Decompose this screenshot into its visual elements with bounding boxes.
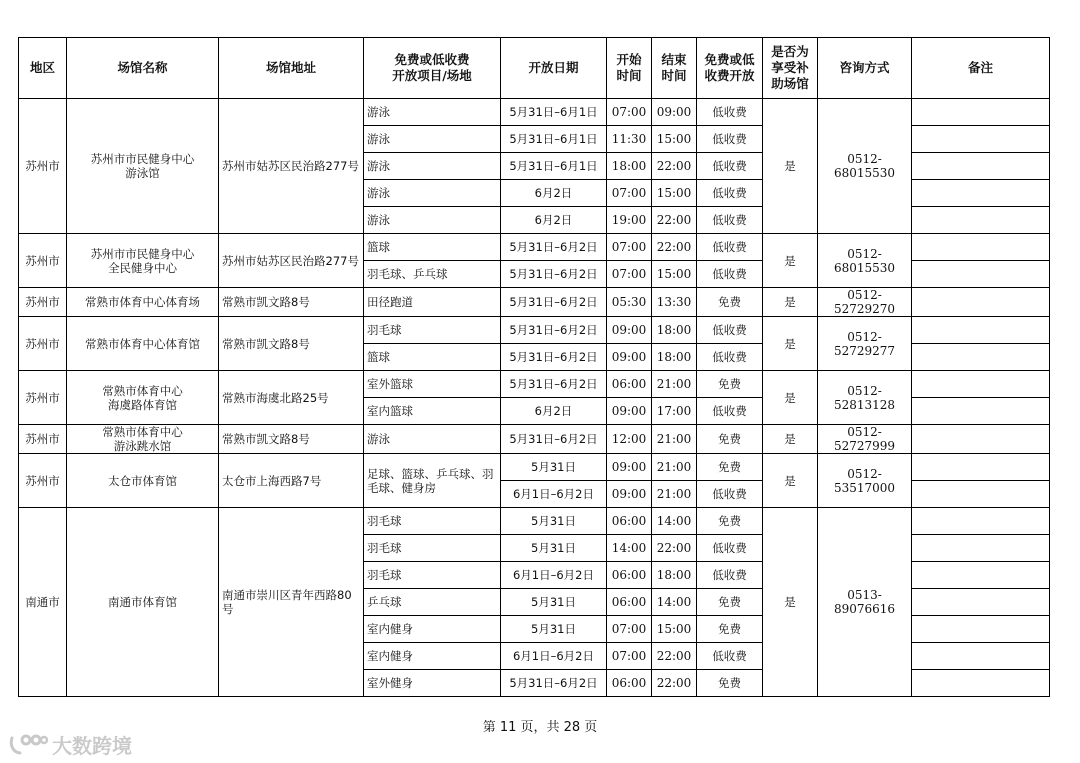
start-time-cell: 09:00: [607, 398, 652, 425]
open-item-cell: 游泳: [364, 99, 501, 126]
open-item-cell: 足球、篮球、乒乓球、羽毛球、健身房: [364, 454, 501, 508]
remarks-cell: [912, 99, 1050, 126]
contact-cell: 0513-89076616: [818, 508, 912, 697]
open-date-cell: 5月31日–6月2日: [501, 288, 607, 317]
end-time-cell: 18:00: [652, 344, 697, 371]
contact-cell: 0512-52729277: [818, 317, 912, 371]
table-row: [19, 371, 1050, 398]
region-cell: 南通市: [19, 508, 67, 697]
subsidized-cell: 是: [763, 371, 818, 425]
subsidized-cell: 是: [763, 454, 818, 508]
end-time-cell: 22:00: [652, 234, 697, 261]
fee-type-cell: 免费: [697, 670, 763, 697]
contact-cell: 0512-53517000: [818, 454, 912, 508]
contact-cell: 0512-68015530: [818, 234, 912, 288]
contact-cell: 0512-52727999: [818, 425, 912, 454]
remarks-cell: [912, 508, 1050, 535]
open-date-cell: 5月31日: [501, 616, 607, 643]
end-time-cell: 13:30: [652, 288, 697, 317]
end-time-cell: 09:00: [652, 99, 697, 126]
end-time-cell: 14:00: [652, 589, 697, 616]
end-time-cell: 21:00: [652, 454, 697, 481]
venue-name-cell: 常熟市体育中心体育馆: [67, 317, 219, 371]
end-time-cell: 15:00: [652, 126, 697, 153]
remarks-cell: [912, 481, 1050, 508]
open-item-cell: 篮球: [364, 234, 501, 261]
fee-type-cell: 免费: [697, 616, 763, 643]
fee-type-cell: 低收费: [697, 398, 763, 425]
fee-type-cell: 低收费: [697, 234, 763, 261]
start-time-cell: 09:00: [607, 344, 652, 371]
open-date-cell: 6月1日–6月2日: [501, 481, 607, 508]
subsidized-cell: 是: [763, 99, 818, 234]
end-time-cell: 14:00: [652, 508, 697, 535]
contact-cell: 0512-52813128: [818, 371, 912, 425]
open-date-cell: 5月31日: [501, 454, 607, 481]
venue-address-cell: 常熟市凯文路8号: [219, 317, 364, 371]
subsidized-cell: 是: [763, 508, 818, 697]
open-date-cell: 5月31日: [501, 589, 607, 616]
open-item-cell: 篮球: [364, 344, 501, 371]
open-item-cell: 乒乓球: [364, 589, 501, 616]
open-date-cell: 5月31日–6月2日: [501, 371, 607, 398]
fee-type-cell: 低收费: [697, 180, 763, 207]
start-time-cell: 06:00: [607, 508, 652, 535]
venue-address-cell: 苏州市姑苏区民治路277号: [219, 234, 364, 288]
open-date-cell: 5月31日–6月1日: [501, 153, 607, 180]
open-date-cell: 6月1日–6月2日: [501, 562, 607, 589]
column-header: 开放日期: [501, 38, 607, 99]
remarks-cell: [912, 317, 1050, 344]
remarks-cell: [912, 643, 1050, 670]
remarks-cell: [912, 126, 1050, 153]
remarks-cell: [912, 180, 1050, 207]
open-item-cell: 游泳: [364, 425, 501, 454]
fee-type-cell: 免费: [697, 288, 763, 317]
venue-address-cell: 常熟市凯文路8号: [219, 425, 364, 454]
start-time-cell: 06:00: [607, 589, 652, 616]
open-date-cell: 6月2日: [501, 398, 607, 425]
fee-type-cell: 低收费: [697, 643, 763, 670]
fee-type-cell: 免费: [697, 589, 763, 616]
open-item-cell: 室外篮球: [364, 371, 501, 398]
end-time-cell: 15:00: [652, 616, 697, 643]
start-time-cell: 07:00: [607, 99, 652, 126]
fee-type-cell: 低收费: [697, 99, 763, 126]
end-time-cell: 21:00: [652, 481, 697, 508]
venue-name-cell: 常熟市体育中心体育场: [67, 288, 219, 317]
end-time-cell: 15:00: [652, 180, 697, 207]
fee-type-cell: 免费: [697, 454, 763, 481]
column-header: 免费或低收费 开放项目/场地: [364, 38, 501, 99]
open-item-cell: 羽毛球、乒乓球: [364, 261, 501, 288]
open-item-cell: 游泳: [364, 153, 501, 180]
open-date-cell: 5月31日–6月2日: [501, 234, 607, 261]
fee-type-cell: 低收费: [697, 207, 763, 234]
remarks-cell: [912, 207, 1050, 234]
start-time-cell: 09:00: [607, 317, 652, 344]
end-time-cell: 22:00: [652, 535, 697, 562]
fee-type-cell: 低收费: [697, 153, 763, 180]
contact-cell: 0512-68015530: [818, 99, 912, 234]
open-date-cell: 5月31日: [501, 508, 607, 535]
open-item-cell: 游泳: [364, 180, 501, 207]
subsidized-cell: 是: [763, 425, 818, 454]
open-date-cell: 5月31日–6月2日: [501, 425, 607, 454]
end-time-cell: 22:00: [652, 153, 697, 180]
open-date-cell: 5月31日–6月2日: [501, 344, 607, 371]
region-cell: 苏州市: [19, 288, 67, 317]
table-row: [19, 288, 1050, 317]
column-header: 开始 时间: [607, 38, 652, 99]
venue-address-cell: 南通市崇川区青年西路80号: [219, 508, 364, 697]
open-item-cell: 游泳: [364, 126, 501, 153]
remarks-cell: [912, 454, 1050, 481]
fee-type-cell: 低收费: [697, 261, 763, 288]
table-body: [19, 99, 1050, 697]
venue-address-cell: 常熟市海虞北路25号: [219, 371, 364, 425]
venue-name-cell: 常熟市体育中心 游泳跳水馆: [67, 425, 219, 454]
column-header: 结束 时间: [652, 38, 697, 99]
table-row: [19, 454, 1050, 481]
start-time-cell: 06:00: [607, 562, 652, 589]
start-time-cell: 19:00: [607, 207, 652, 234]
page-number: 第 11 页，共 28 页: [482, 720, 598, 735]
fee-type-cell: 低收费: [697, 317, 763, 344]
remarks-cell: [912, 589, 1050, 616]
open-item-cell: 羽毛球: [364, 508, 501, 535]
start-time-cell: 18:00: [607, 153, 652, 180]
table-row: [19, 425, 1050, 454]
end-time-cell: 17:00: [652, 398, 697, 425]
fee-type-cell: 免费: [697, 508, 763, 535]
region-cell: 苏州市: [19, 371, 67, 425]
remarks-cell: [912, 616, 1050, 643]
remarks-cell: [912, 344, 1050, 371]
start-time-cell: 07:00: [607, 643, 652, 670]
remarks-cell: [912, 234, 1050, 261]
start-time-cell: 06:00: [607, 670, 652, 697]
region-cell: 苏州市: [19, 454, 67, 508]
fee-type-cell: 低收费: [697, 126, 763, 153]
remarks-cell: [912, 371, 1050, 398]
region-cell: 苏州市: [19, 234, 67, 288]
venue-address-cell: 苏州市姑苏区民治路277号: [219, 99, 364, 234]
table-row: [19, 508, 1050, 535]
remarks-cell: [912, 562, 1050, 589]
start-time-cell: 07:00: [607, 261, 652, 288]
start-time-cell: 07:00: [607, 616, 652, 643]
watermark-text: 大数跨境: [52, 734, 132, 758]
column-header: 备注: [912, 38, 1050, 99]
venue-address-cell: 常熟市凯文路8号: [219, 288, 364, 317]
start-time-cell: 14:00: [607, 535, 652, 562]
venue-address-cell: 太仓市上海西路7号: [219, 454, 364, 508]
remarks-cell: [912, 425, 1050, 454]
subsidized-cell: 是: [763, 317, 818, 371]
watermark: [8, 730, 132, 759]
open-date-cell: 5月31日–6月2日: [501, 317, 607, 344]
contact-cell: 0512-52729270: [818, 288, 912, 317]
open-item-cell: 田径跑道: [364, 288, 501, 317]
region-cell: 苏州市: [19, 99, 67, 234]
remarks-cell: [912, 398, 1050, 425]
start-time-cell: 11:30: [607, 126, 652, 153]
start-time-cell: 07:00: [607, 180, 652, 207]
column-header: 咨询方式: [818, 38, 912, 99]
column-header: 地区: [19, 38, 67, 99]
end-time-cell: 21:00: [652, 425, 697, 454]
open-item-cell: 室内篮球: [364, 398, 501, 425]
region-cell: 苏州市: [19, 317, 67, 371]
start-time-cell: 09:00: [607, 454, 652, 481]
open-date-cell: 6月1日–6月2日: [501, 643, 607, 670]
end-time-cell: 15:00: [652, 261, 697, 288]
open-date-cell: 5月31日–6月1日: [501, 99, 607, 126]
column-header: 场馆地址: [219, 38, 364, 99]
open-item-cell: 羽毛球: [364, 562, 501, 589]
subsidized-cell: 是: [763, 234, 818, 288]
fee-type-cell: 低收费: [697, 562, 763, 589]
open-date-cell: 5月31日: [501, 535, 607, 562]
remarks-cell: [912, 261, 1050, 288]
end-time-cell: 22:00: [652, 643, 697, 670]
start-time-cell: 07:00: [607, 234, 652, 261]
watermark-logo-icon: [8, 734, 48, 756]
end-time-cell: 22:00: [652, 207, 697, 234]
remarks-cell: [912, 535, 1050, 562]
subsidized-cell: 是: [763, 288, 818, 317]
venue-name-cell: 苏州市市民健身中心 游泳馆: [67, 99, 219, 234]
open-item-cell: 室内健身: [364, 616, 501, 643]
remarks-cell: [912, 670, 1050, 697]
start-time-cell: 06:00: [607, 371, 652, 398]
open-date-cell: 5月31日–6月1日: [501, 126, 607, 153]
venue-name-cell: 苏州市市民健身中心 全民健身中心: [67, 234, 219, 288]
remarks-cell: [912, 288, 1050, 317]
start-time-cell: 05:30: [607, 288, 652, 317]
column-header: 场馆名称: [67, 38, 219, 99]
fee-type-cell: 免费: [697, 425, 763, 454]
open-item-cell: 羽毛球: [364, 535, 501, 562]
region-cell: 苏州市: [19, 425, 67, 454]
remarks-cell: [912, 153, 1050, 180]
open-item-cell: 室外健身: [364, 670, 501, 697]
end-time-cell: 18:00: [652, 317, 697, 344]
fee-type-cell: 免费: [697, 371, 763, 398]
column-header: 是否为 享受补 助场馆: [763, 38, 818, 99]
fee-type-cell: 低收费: [697, 535, 763, 562]
open-item-cell: 羽毛球: [364, 317, 501, 344]
column-header: 免费或低 收费开放: [697, 38, 763, 99]
table-header-row: [19, 38, 1050, 99]
venue-table: [18, 37, 1050, 697]
fee-type-cell: 低收费: [697, 481, 763, 508]
open-date-cell: 6月2日: [501, 180, 607, 207]
table-row: [19, 317, 1050, 344]
end-time-cell: 22:00: [652, 670, 697, 697]
open-item-cell: 游泳: [364, 207, 501, 234]
open-date-cell: 6月2日: [501, 207, 607, 234]
fee-type-cell: 低收费: [697, 344, 763, 371]
table-row: [19, 234, 1050, 261]
start-time-cell: 09:00: [607, 481, 652, 508]
open-date-cell: 5月31日–6月2日: [501, 670, 607, 697]
venue-name-cell: 常熟市体育中心 海虞路体育馆: [67, 371, 219, 425]
start-time-cell: 12:00: [607, 425, 652, 454]
open-item-cell: 室内健身: [364, 643, 501, 670]
end-time-cell: 18:00: [652, 562, 697, 589]
venue-name-cell: 太仓市体育馆: [67, 454, 219, 508]
open-date-cell: 5月31日–6月2日: [501, 261, 607, 288]
venue-name-cell: 南通市体育馆: [67, 508, 219, 697]
end-time-cell: 21:00: [652, 371, 697, 398]
table-row: [19, 99, 1050, 126]
